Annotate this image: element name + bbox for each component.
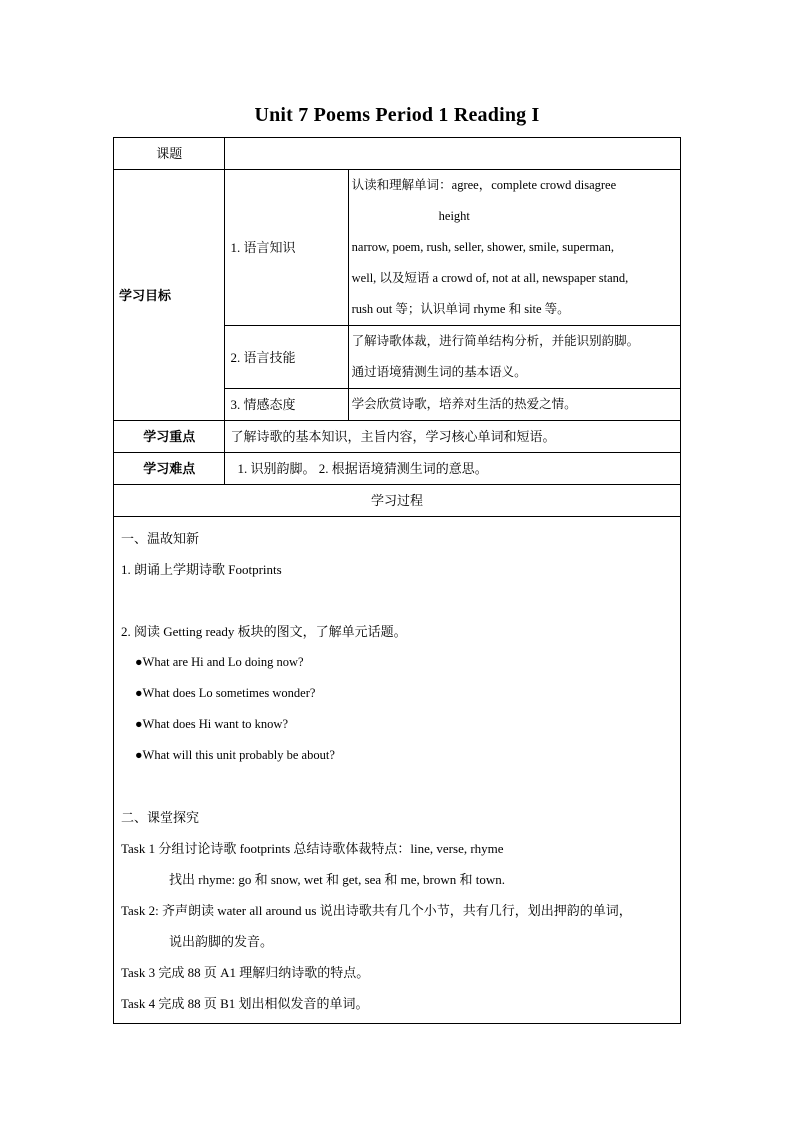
- document-title: Unit 7 Poems Period 1 Reading I: [254, 104, 540, 126]
- topic-row: [114, 138, 681, 170]
- section-2-title: 二、课堂探究: [121, 810, 200, 825]
- task-1: Task 1 分组讨论诗歌 footprints 总结诗歌体裁特点：line, verse, rhyme: [121, 841, 504, 856]
- objective-1-line-4: well, 以及短语 a crowd of, not at all, newspaper stand,: [351, 271, 629, 285]
- blank-line: [121, 585, 674, 616]
- objectives-label: 学习目标: [114, 170, 225, 421]
- section-1-title: 一、温故知新: [121, 531, 200, 546]
- objective-detail-2: [348, 326, 680, 389]
- bullet-question-3: ●What does Hi want to know?: [135, 717, 289, 731]
- task-3: Task 3 完成 88 页 A1 理解归纳诗歌的特点。: [121, 965, 370, 980]
- task-4: Task 4 完成 88 页 B1 划出相似发音的单词。: [121, 996, 369, 1011]
- objective-3-line-1: 学会欣赏诗歌，培养对生活的热爱之情。: [351, 397, 577, 411]
- task-2-sub: 说出韵脚的发音。: [169, 934, 274, 949]
- objective-2-line-1: 了解诗歌体裁，进行简单结构分析，并能识别韵脚。: [351, 334, 640, 348]
- objective-name-1: 1. 语言知识: [225, 170, 348, 326]
- lesson-plan-table: [113, 137, 681, 1024]
- objective-name-2: 2. 语言技能: [225, 326, 348, 389]
- key-points-row: [114, 421, 681, 453]
- objective-detail-1: [348, 170, 680, 326]
- topic-label: 课题: [114, 138, 225, 170]
- key-points-label: 学习重点: [114, 421, 225, 453]
- topic-value: [225, 138, 681, 170]
- bullet-question-2: ●What does Lo sometimes wonder?: [135, 686, 316, 700]
- bullet-question-4: ●What will this unit probably be about?: [135, 748, 335, 762]
- process-row: [114, 517, 681, 1024]
- blank-line: [121, 771, 674, 802]
- process-body: [114, 517, 681, 1024]
- process-header-row: [114, 485, 681, 517]
- process-label: 学习过程: [114, 485, 681, 517]
- objective-1-line-2: height: [438, 209, 470, 223]
- difficulties-value: 1. 识别韵脚。 2. 根据语境猜测生词的意思。: [225, 453, 681, 485]
- process-item-2: 2. 阅读 Getting ready 板块的图文，了解单元话题。: [121, 624, 407, 639]
- objective-1-line-3: narrow, poem, rush, seller, shower, smile, superman,: [351, 240, 615, 254]
- difficulties-row: [114, 453, 681, 485]
- bullet-question-1: ●What are Hi and Lo doing now?: [135, 655, 304, 669]
- objective-1-line-5: rush out 等；认识单词 rhyme 和 site 等。: [351, 302, 570, 316]
- objective-detail-3: [348, 389, 680, 421]
- task-1-sub: 找出 rhyme: go 和 snow, wet 和 get, sea 和 me, brown 和 town.: [169, 872, 506, 887]
- objective-row-1: [114, 170, 681, 326]
- task-2: Task 2: 齐声朗读 water all around us 说出诗歌共有几个小节，共有几行，划出押韵的单词，: [121, 903, 632, 918]
- objective-2-line-2: 通过语境猜测生词的基本语义。: [351, 365, 527, 379]
- objective-1-line-1: 认读和理解单词：agree，complete crowd disagree: [351, 178, 617, 192]
- process-item-1: 1. 朗诵上学期诗歌 Footprints: [121, 562, 282, 577]
- key-points-value: 了解诗歌的基本知识，主旨内容，学习核心单词和短语。: [225, 421, 681, 453]
- objective-name-3: 3. 情感态度: [225, 389, 348, 421]
- difficulties-label: 学习难点: [114, 453, 225, 485]
